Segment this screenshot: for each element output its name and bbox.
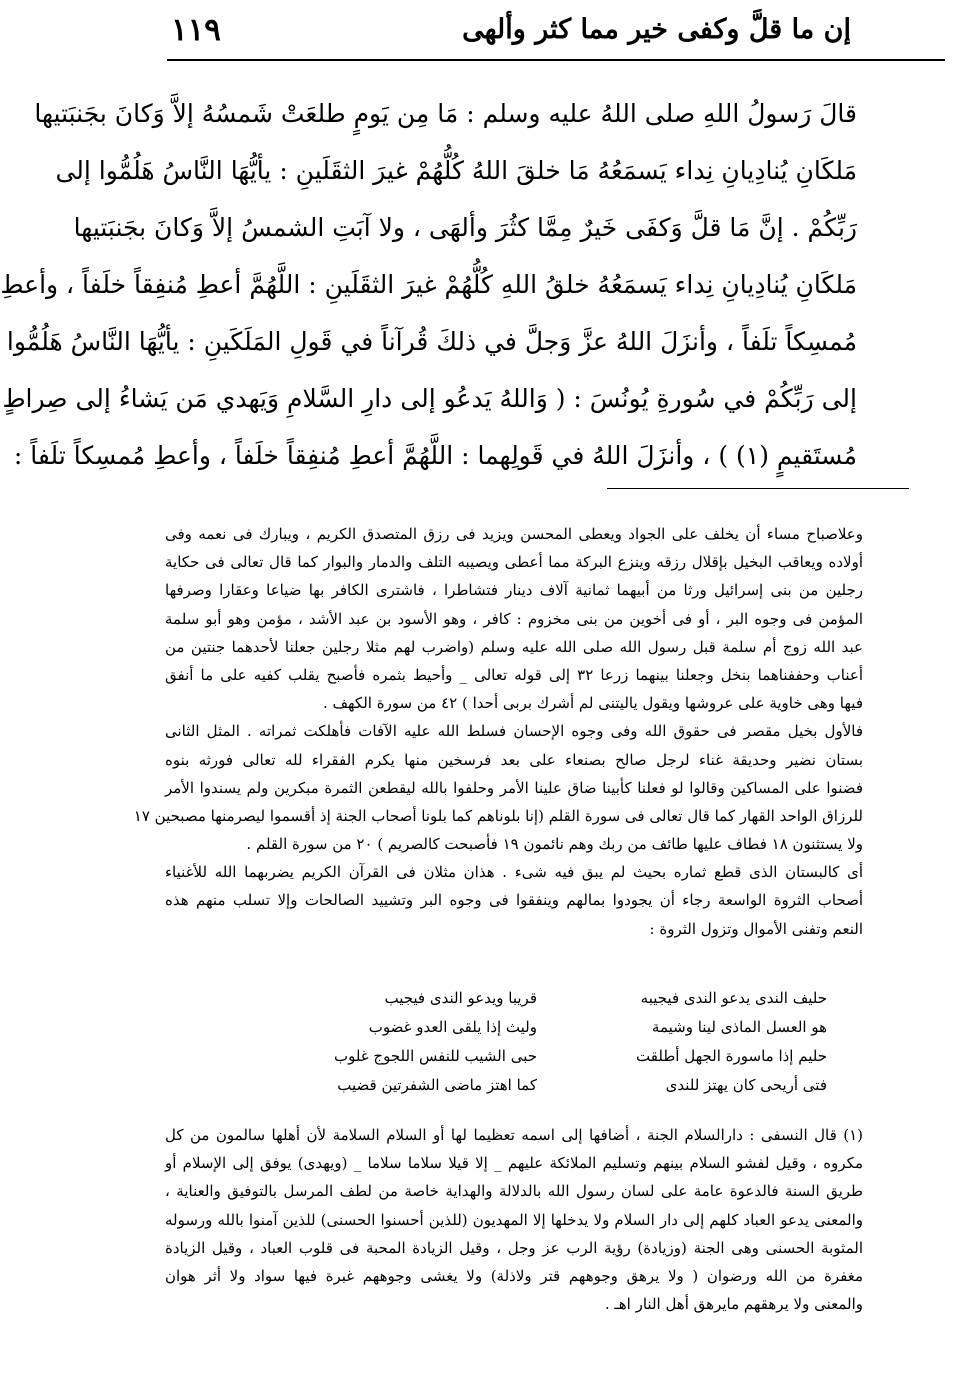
commentary-line: بستان نضير وحديقة غناء لرجل صالح بصنعاء على بعد فرسخين منها يكرم الفقراء لله تعالى فورثه بنوه xyxy=(165,750,863,769)
poem-verse xyxy=(267,1042,827,1071)
commentary-line: للرزاق الواحد القهار كما قال تعالى فى سورة القلم (إنا بلوناهم كما بلونا أصحاب الجنة إذ أقسموا ليصرمنها مصبحين ١٧ xyxy=(133,806,863,825)
commentary-line: أى كالبستان الذى قطع ثماره بحيث لم يبق فيه شىء . هذان مثلان فى القرآن الكريم يضربهما الله للأغنياء xyxy=(165,863,863,882)
commentary-line: رجلين من بنى إسرائيل ورثا من أبيهما ثمانية آلاف دينار فتشاطرا ، فاشترى الكافر بها ضياعا وعقارا وصرفها xyxy=(165,581,863,600)
commentary-line: أولاده ويعاقب البخيل بإقلال رزقه وينزع البركة مما أعطى ويصيبه التلف والدمار والبوار كما قال تعالى فى حكاية xyxy=(165,553,863,572)
commentary-line: المؤمن فى وجوه البر ، أو فى أخوين من بنى مخزوم : كافر ، وهو الأسود بن عبد الأشد ، مؤمن وهو أبو سلمة xyxy=(165,609,863,628)
verse-first-hemistich: هو العسل الماذى لينا وشيمة xyxy=(651,1018,827,1036)
footnote-line: المثوبة الحسنى وهى الجنة (وزيادة) رؤية الرب عز وجل ، وقيل الزيادة المحبة فى قلوب العباد ، وقيل الزيادة xyxy=(165,1238,863,1257)
footnote-line: مغفرة من الله ورضوان ( ولا يرهق وجوههم قتر ولاذلة) ولا يغشى وجوههم غبرة فيها سواد ولا أثر هوان xyxy=(165,1266,863,1285)
footnote-line: طريق السنة فالدعوة عامة على لسان رسول الله بالدلالة والهداية خاصة من لطف المرسل بالتوفيق والعناية ، xyxy=(165,1182,863,1201)
verse-second-hemistich: كما اهتز ماضى الشفرتين قضيب xyxy=(337,1076,537,1094)
hadith-line: رَبِّكُمْ . إنَّ مَا قلَّ وَكفَى خَيرٌ مِمَّا كثُرَ وألهَى ، ولا آبَتِ الشمسُ إلاَّ وَكانَ بجَنبَتيها xyxy=(73,213,857,242)
footnote-line: والمعنى ولا يرهقهم مايرهق أهل النار اهـ . xyxy=(604,1295,863,1314)
verse-second-hemistich: وليث إذا يلقى العدو غضوب xyxy=(368,1018,537,1036)
poem xyxy=(267,984,827,1100)
verse-first-hemistich: حليف الندى يدعو الندى فيجيبه xyxy=(640,989,827,1007)
hadith-line: إلى رَبِّكُمْ في سُورةِ يُونُسَ : ( وَاللهُ يَدعُو إلى دارِ السَّلامِ وَيَهدي مَن يَشاءُ إلى صِراطٍ xyxy=(2,384,857,413)
hadith-line: مُمسِكاً تلَفاً ، وأنزَلَ اللهُ عزَّ وَجلَّ في ذلكَ قُرآناً في قَولِ المَلَكَينِ : يأيُّهَا النَّاسُ هَلُمُّوا xyxy=(6,327,857,356)
commentary-line: أعناب وحففناهما بنخل وجعلنا بينهما زرعا ٣٢ إلى قوله تعالى _ وأحيط بثمره فأصبح يقلب كفيه على ما أنفق xyxy=(165,665,863,684)
poem-verse xyxy=(267,984,827,1013)
hadith-line: مُستَقيمٍ (١) ) ، وأنزَلَ اللهُ في قَولِهما : اللَّهُمَّ أعطِ مُنفِقاً خلَفاً ، وأعطِ مُمسِكاً تلَفاً : xyxy=(13,441,857,470)
hadith-line: قالَ رَسولُ اللهِ صلى اللهُ عليه وسلم : مَا مِن يَومٍ طلعَتْ شَمسُهُ إلاَّ وَكانَ بجَنبَتيها xyxy=(34,99,857,128)
verse-second-hemistich: قريبا ويدعو الندى فيجيب xyxy=(384,989,537,1007)
footnotes xyxy=(165,1121,863,1318)
commentary-line: فضنوا على المساكين وقالوا لو فعلنا كأبينا ضاق علينا الأمر وحلفوا بالله ليقطعن الثمرة مبكرين ولم يسندوا الأمر xyxy=(165,778,863,797)
commentary-line: عبد الله زوج أم سلمة قبل رسول الله صلى الله عليه وسلم (واضرب لهم مثلا رجلين جعلنا لأحدهما جنتين من xyxy=(165,637,863,656)
commentary-line: النعم وتفنى الأموال وتزول الثروة : xyxy=(649,919,863,938)
page-header xyxy=(167,12,851,56)
hadith-line: مَلكَانِ يُنادِيانِ نِداء يَسمَعُهُ خلقُ اللهِ كُلُّهُمْ غيرَ الثقَلَينِ : اللَّهُمَّ أعطِ مُنفِقاً خلَفاً ، وأعطِ xyxy=(0,270,857,299)
hadith-line: مَلكَانِ يُنادِيانِ نِداء يَسمَعُهُ مَا خلقَ اللهُ كُلُّهُمْ غيرَ الثقَلَينِ : يأيُّهَا النَّاسُ هَلُمُّوا إلى xyxy=(55,156,857,185)
commentary-line: فيها وهى خاوية على عروشها ويقول ياليتنى لم أشرك بربى أحدا ) ٤٢ من سورة الكهف . xyxy=(322,694,863,713)
verse-first-hemistich: حليم إذا ماسورة الجهل أطلقت xyxy=(636,1047,827,1065)
header-rule xyxy=(167,59,945,61)
commentary-line: ولا يستثنون ١٨ فطاف عليها طائف من ربك وهم نائمون ١٩ فأصبحت كالصريم ) ٢٠ من سورة القلم . xyxy=(246,835,863,854)
footnote-line: (١) قال النسفى : دارالسلام الجنة ، أضافها إلى اسمه تعظيما لها أو السلام السلامة لأن أهلها سالمون من كل xyxy=(165,1126,863,1144)
commentary-line: فالأول بخيل مقصر فى حقوق الله وفى وجوه الإحسان فسلط الله عليه الآفات فأهلكت ثمراته . المثل الثانى xyxy=(165,722,863,741)
commentary xyxy=(133,520,863,943)
footnote-line: والمعنى يدعو العباد كلهم إلى دار السلام ولا يدخلها إلا المهديون (للذين أحسنوا الحسنى) للذين آمنوا بالله ورسوله xyxy=(165,1210,863,1229)
verse-second-hemistich: حبى الشيب للنفس اللجوج غلوب xyxy=(333,1047,537,1065)
footnote-line: مكروه ، وقيل لفشو السلام بينهم وتسليم الملائكة عليهم _ إلا قيلا سلاما سلاما _ (ويهدى) يوفق إلى الإسلام أو xyxy=(165,1154,863,1173)
commentary-line: وعلاصباح مساء أن يخلف على الجواد ويعطى المحسن ويزيد فى رزق المتصدق الكريم ، ويبارك فى نعمه وفى xyxy=(165,525,863,543)
section-divider xyxy=(607,488,909,489)
hadith-text xyxy=(0,85,857,484)
page-number: ١١٩ xyxy=(171,12,221,48)
poem-verse xyxy=(267,1013,827,1042)
poem-verse xyxy=(267,1071,827,1100)
commentary-line: أصحاب الثروة الواسعة رجاء أن يجودوا بمالهم وينفقوا فى وجوه البر وتشييد الصالحات وإلا تسلب منهم هذه xyxy=(165,891,863,910)
running-title: إن ما قلَّ وكفى خير مما كثر وألهى xyxy=(462,14,851,45)
verse-first-hemistich: فتى أريحى كان يهتز للندى xyxy=(665,1076,827,1094)
